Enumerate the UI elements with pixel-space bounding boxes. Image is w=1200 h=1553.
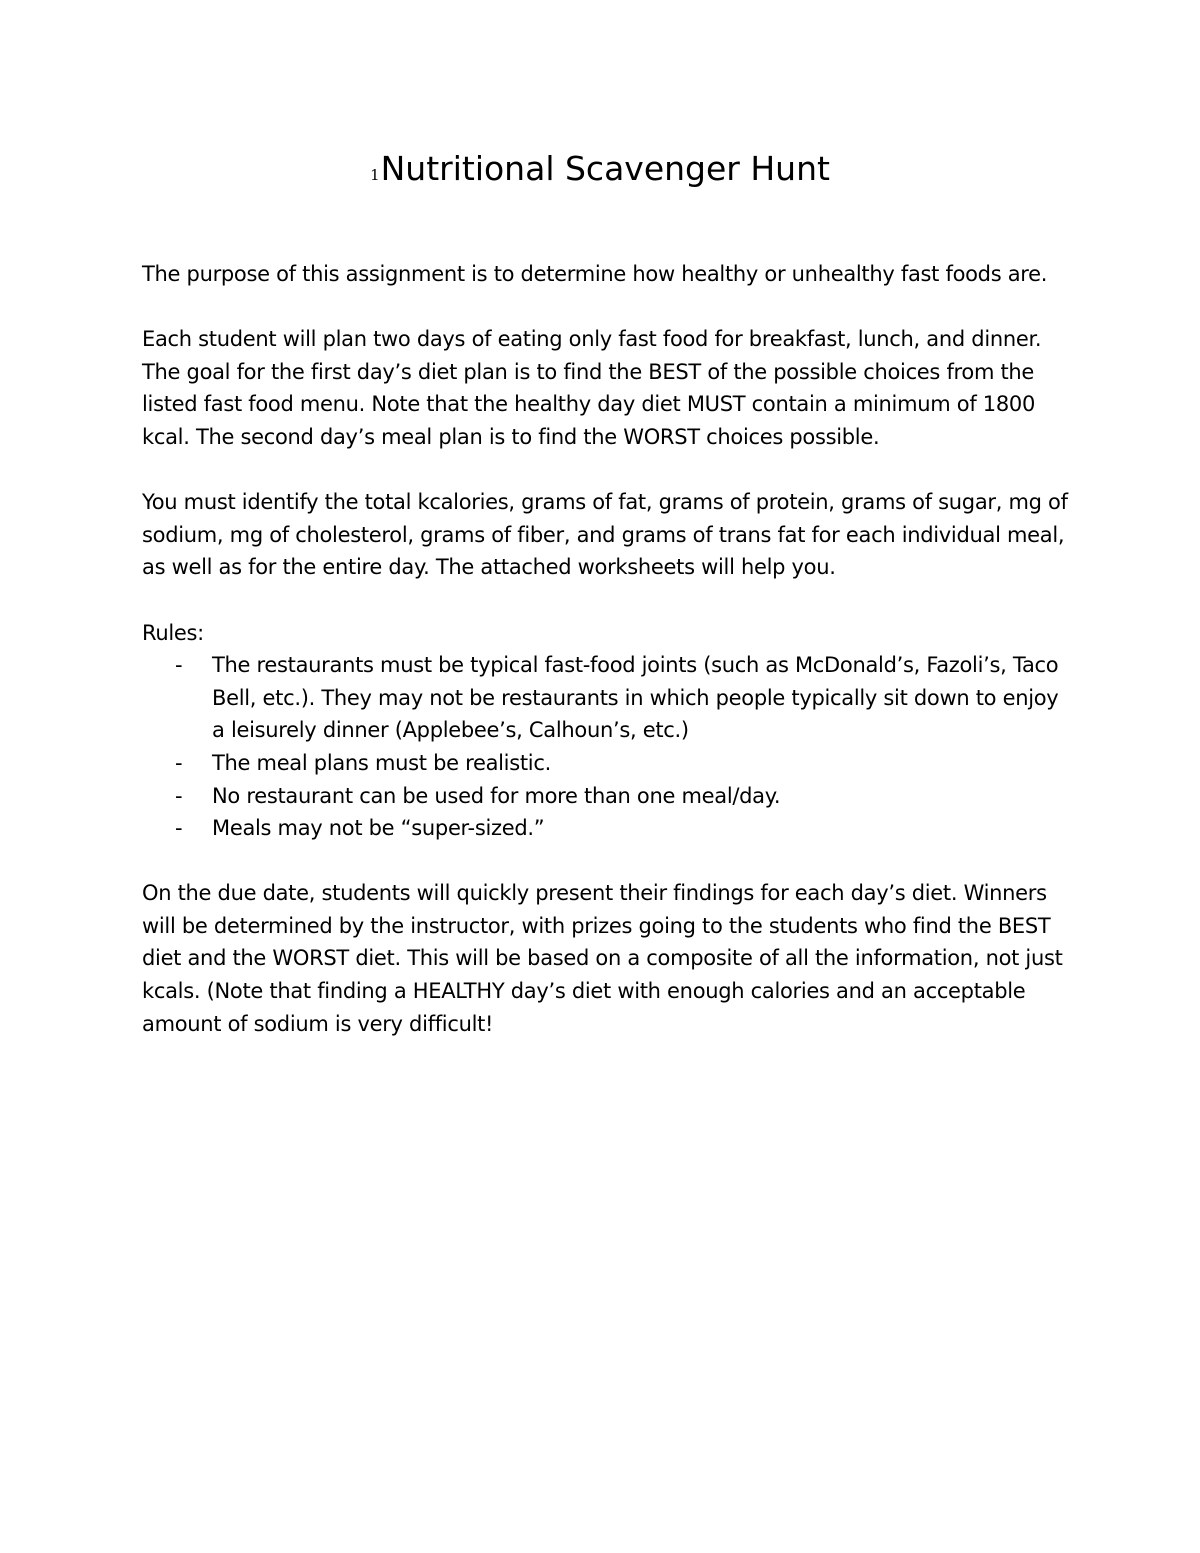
list-item [142, 747, 1072, 780]
rules-heading: Rules: [142, 620, 204, 645]
list-dash: - [175, 653, 183, 678]
title-text: Nutritional Scavenger Hunt [380, 149, 830, 188]
list-item [142, 780, 1072, 813]
list-dash: - [175, 816, 183, 841]
rule-text: The restaurants must be typical fast-food joints (such as McDonald’s, Fazoli’s, Taco Bell, etc.). They may not be restaurants in which people typically sit down to enjoy a leisurely dinner (Applebee’s, Calhoun’s, etc.) [212, 653, 1059, 743]
rules-list [142, 649, 1072, 845]
requirements-paragraph: You must identify the total kcalories, grams of fat, grams of protein, grams of sugar, mg of sodium, mg of cholesterol, grams of fiber, and grams of trans fat for each individual meal, as well as for the entire day. The attached worksheets will help you. [142, 490, 1068, 580]
list-item [142, 812, 1072, 845]
list-item [142, 649, 1072, 747]
purpose-paragraph: The purpose of this assignment is to determine how healthy or unhealthy fast foods are. [142, 262, 1048, 286]
rule-text: Meals may not be “super-sized.” [212, 816, 545, 841]
rule-text: No restaurant can be used for more than one meal/day. [212, 783, 781, 808]
document-body [142, 258, 1072, 1073]
list-dash: - [175, 783, 183, 808]
page-title [0, 147, 1200, 197]
list-dash: - [175, 750, 183, 775]
rule-text: The meal plans must be realistic. [212, 750, 551, 775]
footnote-mark: 1 [370, 166, 380, 184]
closing-paragraph: On the due date, students will quickly present their findings for each day’s diet. Winners will be determined by the instructor, with prizes going to the students who find the BEST diet and the WORST diet. This will be based on a composite of all the information, not just kcals. (Note that finding a HEALTHY day’s diet with enough calories and an acceptable amount of sodium is very difficult! [142, 881, 1063, 1036]
plan-paragraph: Each student will plan two days of eating only fast food for breakfast, lunch, and dinner. The goal for the first day’s diet plan is to find the BEST of the possible choices from the listed fast food menu. Note that the healthy day diet MUST contain a minimum of 1800 kcal. The second day’s meal plan is to find the WORST choices possible. [142, 327, 1042, 449]
